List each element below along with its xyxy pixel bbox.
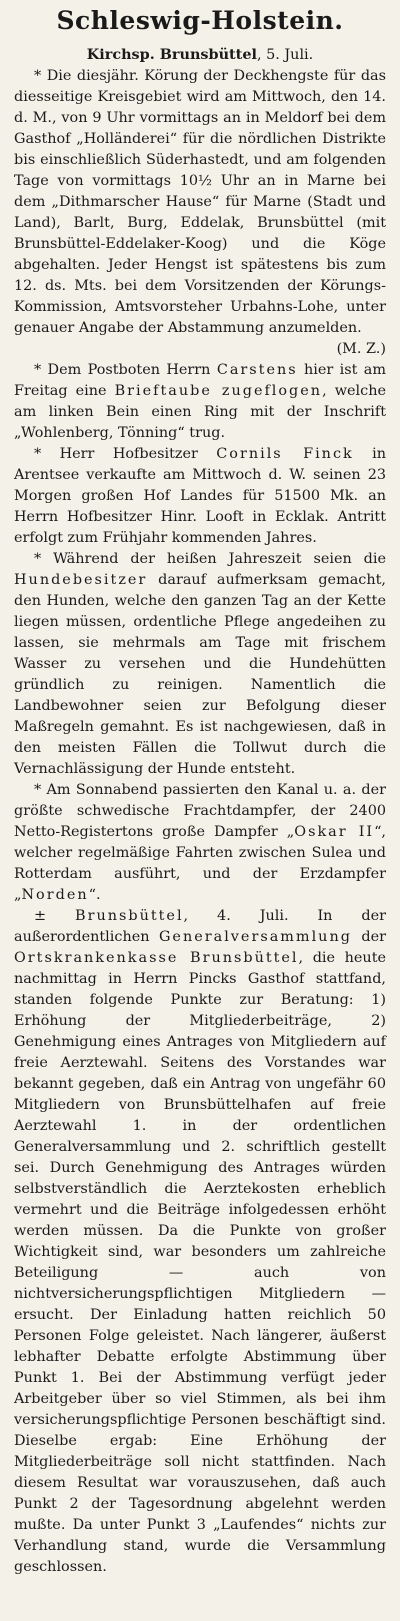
news-item-text: “, welcher regelmäßige Fahrten zwischen Sulea und Rotterdam ausführt, und der Erzdampfer „ (14, 824, 386, 903)
dateline-date: , 5. Juli. (256, 47, 314, 63)
news-item-koerung (14, 66, 386, 360)
news-item-text: * Die diesjähr. Körung der Deckhengste für das diesseitige Kreisgebiet wird am Mittwoch, den 14. d. M., von 9 Uhr vormittags an in Meldorf bei dem Gasthof „Holländerei“ für die nördlichen Distrikte bis einschließlich Süderhastedt, und am folgenden Tage von vormittags 10½ Uhr an in Marne bei dem „Dithmarscher Hause“ für Marne (Stadt und Land), Barlt, Burg, Eddelak, Brunsbüttel (mit Brunsbüttel-Eddelaker-Koog) und die Köge abgehalten. Jeder Hengst ist spätestens bis zum 12. ds. Mts. bei dem Vorsitzenden der Körungs-Kommission, Amtsvorsteher Urbahns-Lohe, unter genauer Angabe der Abstammung anzumelden. (14, 68, 386, 336)
person-name: Cornils Finck (216, 446, 354, 462)
news-item-text: in Arentsee verkaufte am Mittwoch d. W. seinen 23 Morgen großen Hof Landes für 51500 Mk. an Herrn Hofbesitzer Hinr. Looft in Ecklak. Antritt erfolgt zum Frühjahr kommenden Jahres. (14, 446, 386, 546)
news-item-text: der (351, 929, 386, 945)
source-signature: (M. Z.) (336, 341, 386, 357)
news-item-text: * Während der heißen Jahreszeit seien die (34, 551, 386, 567)
news-item-text: , welche am linken Bein einen Ring mit der Inschrift „Wohlenberg, Tönning“ trug. (14, 383, 386, 441)
news-item-text: , 4. Juli. In der außerordentlichen (14, 908, 386, 945)
dateline (14, 44, 386, 66)
news-item-text: “. (88, 887, 101, 903)
ship-name: Oskar II (294, 824, 375, 840)
news-item-text: , die heute nachmittag in Herrn Pincks Gasthof stattfand, standen folgende Punkte zur Beratung: 1) Erhöhung der Mitgliederbeiträge, 2) Genehmigung eines Antrages von Mitgliedern auf freie Aerztewahl. Seitens des Vorstandes war bekannt gegeben, daß ein Antrag von ungefähr 60 Mitgliedern von Brunsbüttelhafen auf freie Aerztewahl 1. in der ordentlichen Generalversammlung und 2. schriftlich gestellt sei. Durch Genehmigung des Antrages würden selbstverständlich die Aerztekosten erheblich vermehrt und die Beiträge infolgedessen erhöht werden müssen. Da die Punkte von großer Wichtigkeit sind, war besonders um zahlreiche Beteiligung — auch von nichtversicherungspflichtigen Mitgliedern — ersucht. Der Einladung hatten reichlich 50 Personen Folge geleistet. Nach längerer, äußerst lebhafter Debatte erfolgte Abstimmung über Punkt 1. Bei der Abstimmung verfügt jeder Arbeitgeber über so viel Stimmen, als bei ihm versicherungspflichtige Personen beschäftigt sind. Dieselbe ergab: Eine Erhöhung der Mitgliederbeiträge soll nicht stattfinden. Nach diesem Resultat war vorauszusehen, daß auch Punkt 2 der Tagesordnung abgelehnt werden mußte. Da unter Punkt 3 „Laufendes“ nichts zur Verhandlung stand, wurde die Versammlung geschlossen. (14, 950, 386, 1575)
emphasis-text: Generalversammlung (158, 929, 352, 945)
place-name: Brunsbüttel (75, 908, 184, 924)
news-item-hofverkauf (14, 444, 386, 549)
emphasis-text: Brieftaube zugeflogen (114, 383, 323, 399)
news-item-text: darauf aufmerksam gemacht, den Hunden, welche den ganzen Tag an der Kette liegen müssen, ordentliche Pflege angedeihen zu lassen, sie mehrmals am Tage mit frischem Wasser zu versehen und die Hundehütten gründlich zu reinigen. Namentlich die Landbewohner seien zur Befolgung dieser Maßregeln gemahnt. Es ist nachgewiesen, daß in den meisten Fällen die Tollwut durch die Vernachlässigung der Hunde entsteht. (14, 572, 386, 777)
article-body (14, 44, 386, 1578)
news-item-hundebesitzer (14, 549, 386, 780)
news-item-kanal (14, 780, 386, 906)
news-item-text: hier ist am Freitag eine (14, 362, 386, 399)
dateline-place: Kirchsp. Brunsbüttel (86, 46, 257, 63)
section-headline: Schleswig-Holstein. (56, 6, 344, 35)
news-item-text: * Dem Postboten Herrn (34, 362, 217, 378)
news-item-text: * Herr Hofbesitzer (34, 446, 217, 462)
emphasis-text: Ortskrankenkasse Brunsbüttel (14, 950, 299, 966)
emphasis-text: Hundebesitzer (14, 572, 148, 588)
news-item-brieftaube (14, 360, 386, 444)
news-item-text: ± (34, 908, 75, 924)
ship-name: Norden (21, 887, 89, 903)
person-name: Carstens (216, 362, 298, 378)
news-item-generalversammlung (14, 906, 386, 1578)
news-item-text: * Am Sonnabend passierten den Kanal u. a. der größte schwedische Frachtdampfer, der 2400 Netto-Registertons große Dampfer „ (14, 782, 386, 840)
